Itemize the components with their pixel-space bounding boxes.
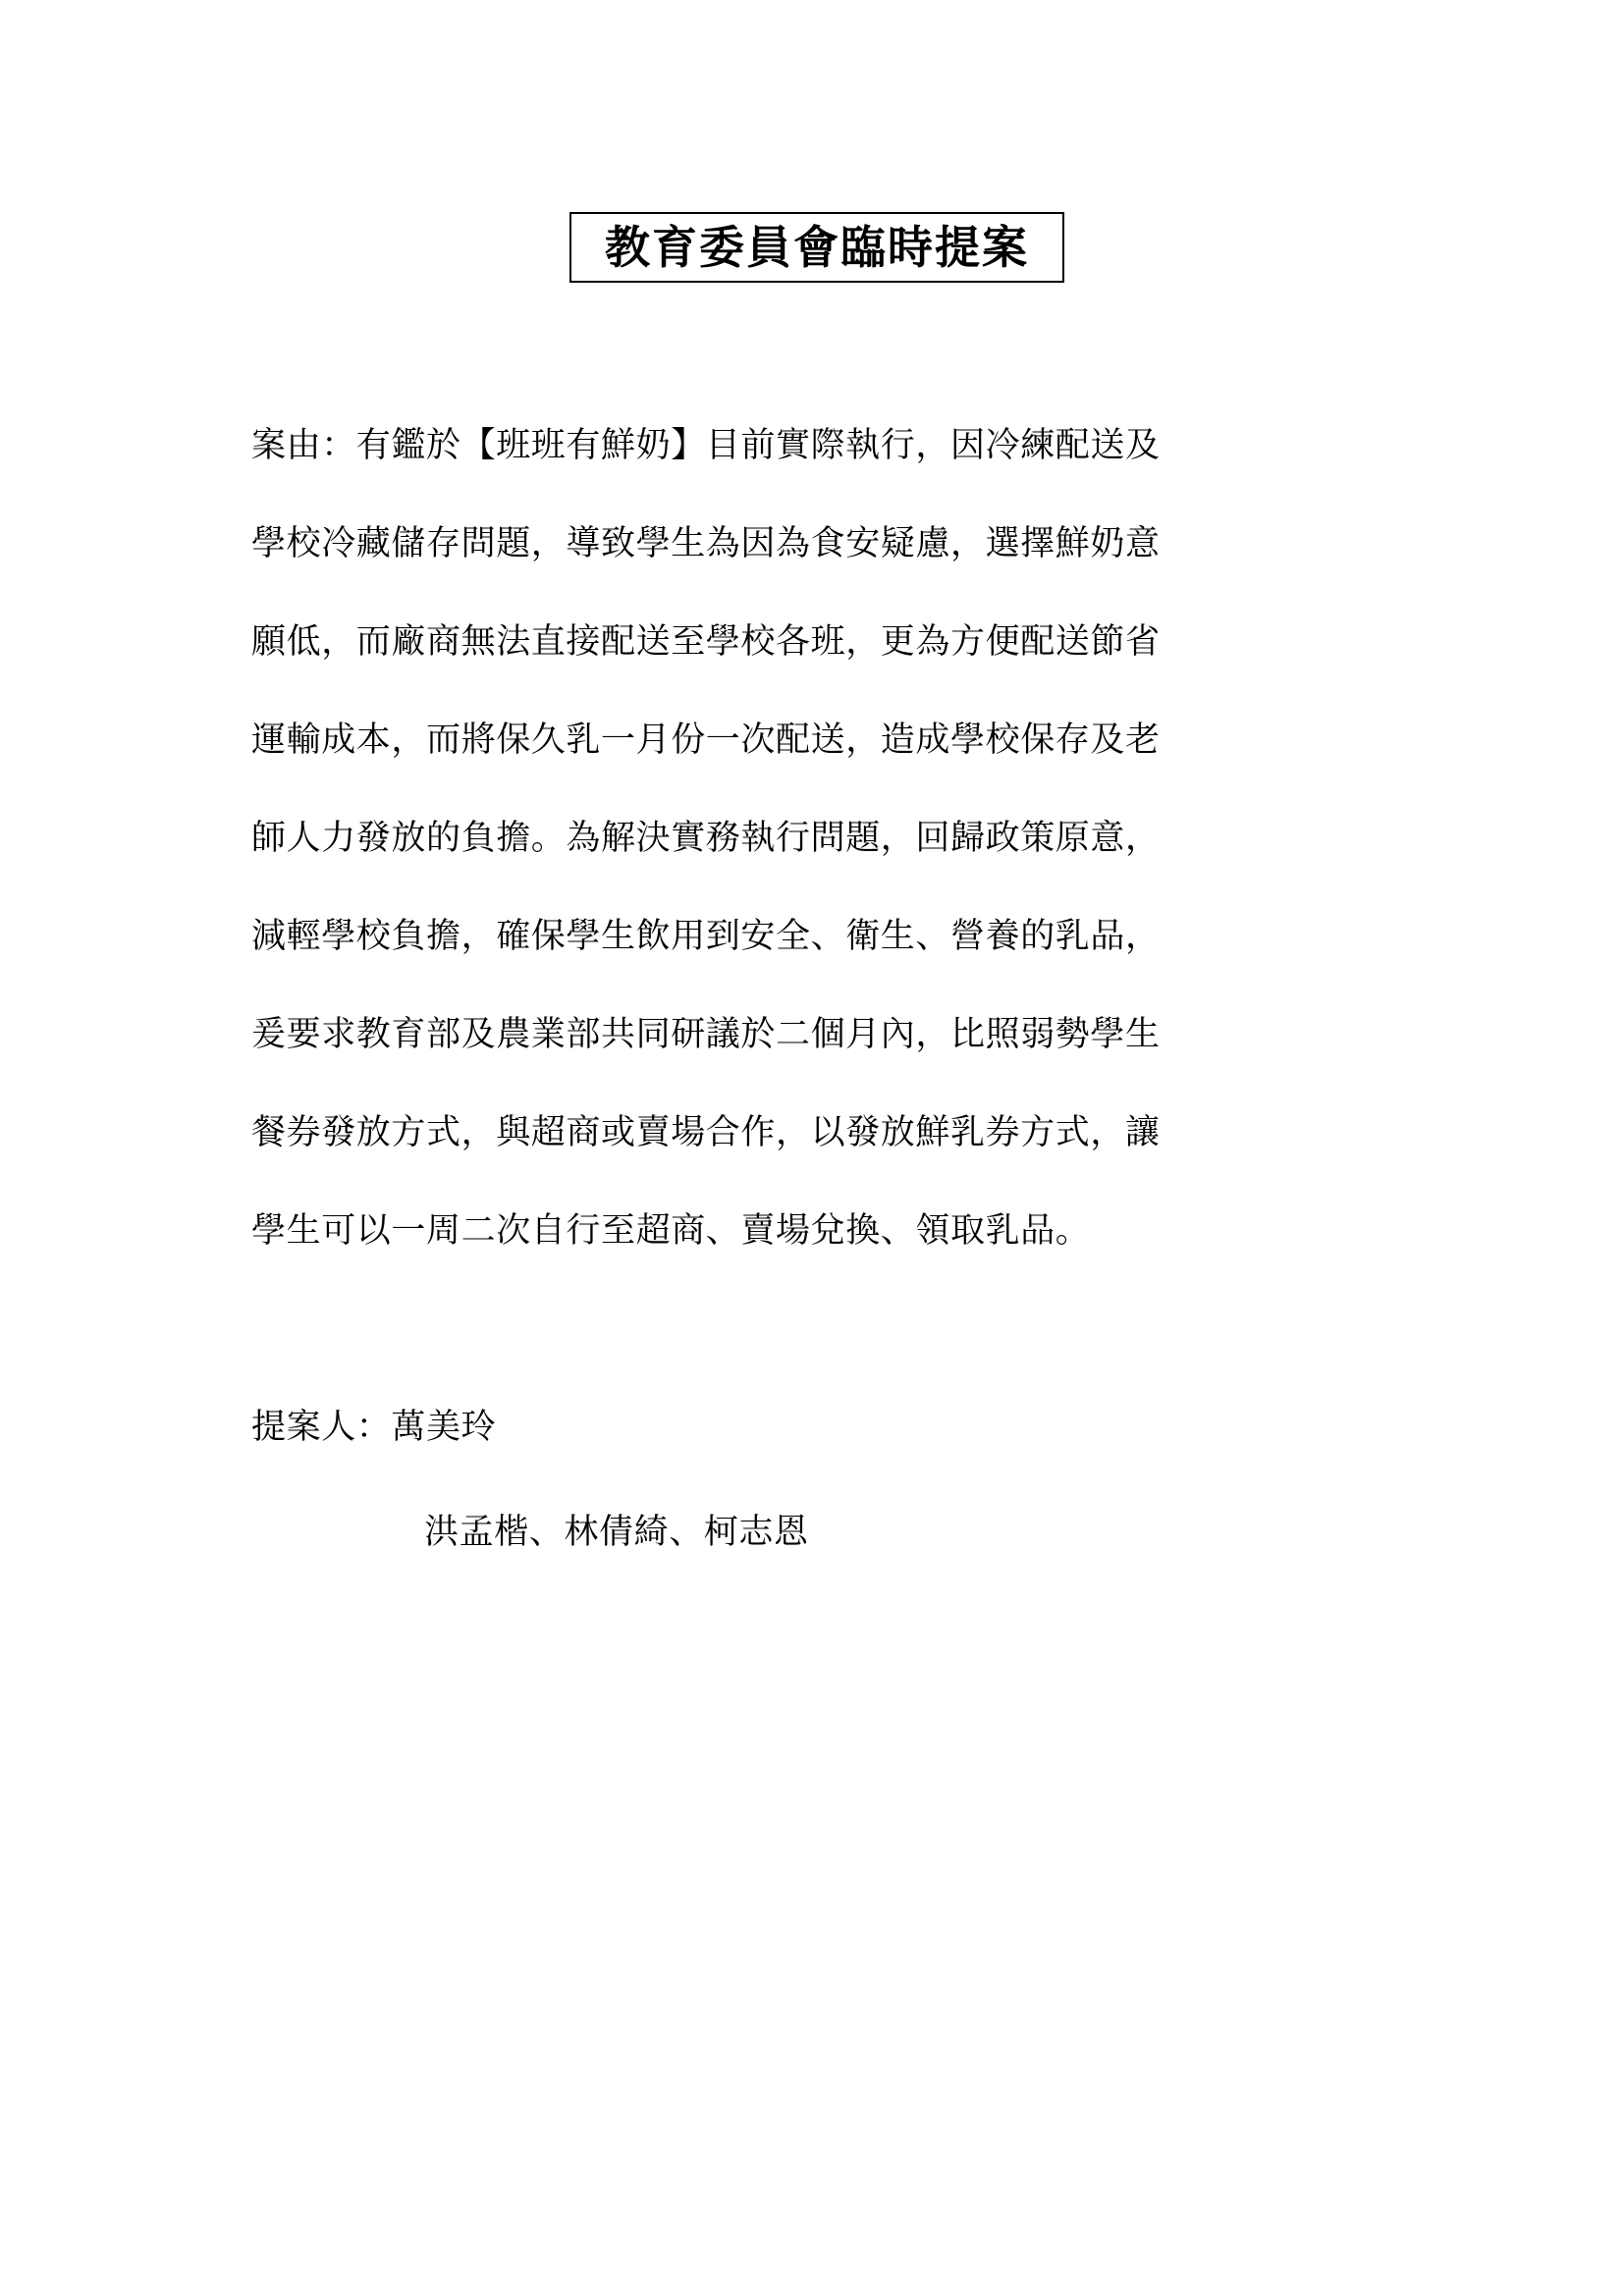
- body-line: 減輕學校負擔，確保學生飲用到安全、衛生、營養的乳品，: [251, 917, 1161, 956]
- body-line: 學生可以一周二次自行至超商、賣場兌換、領取乳品。: [251, 1211, 1091, 1251]
- proposer-line: 提案人：萬美玲: [251, 1408, 497, 1447]
- body-line: 餐券發放方式，與超商或賣場合作，以發放鮮乳券方式，讓: [251, 1113, 1161, 1152]
- cosigners-line: 洪孟楷、林倩綺、柯志恩: [424, 1513, 809, 1552]
- document-title: 教育委員會臨時提案: [605, 221, 1029, 274]
- body-line: 案由：有鑑於【班班有鮮奶】目前實際執行，因冷練配送及: [251, 426, 1161, 465]
- body-line: 爰要求教育部及農業部共同研議於二個月內，比照弱勢學生: [251, 1015, 1161, 1054]
- title-box: [569, 212, 1064, 283]
- body-line: 運輸成本，而將保久乳一月份一次配送，造成學校保存及老: [251, 721, 1161, 760]
- body-line: 願低，而廠商無法直接配送至學校各班，更為方便配送節省: [251, 622, 1161, 662]
- body-line: 學校冷藏儲存問題，導致學生為因為食安疑慮，選擇鮮奶意: [251, 524, 1161, 563]
- body-line: 師人力發放的負擔。為解決實務執行問題，回歸政策原意，: [251, 819, 1161, 858]
